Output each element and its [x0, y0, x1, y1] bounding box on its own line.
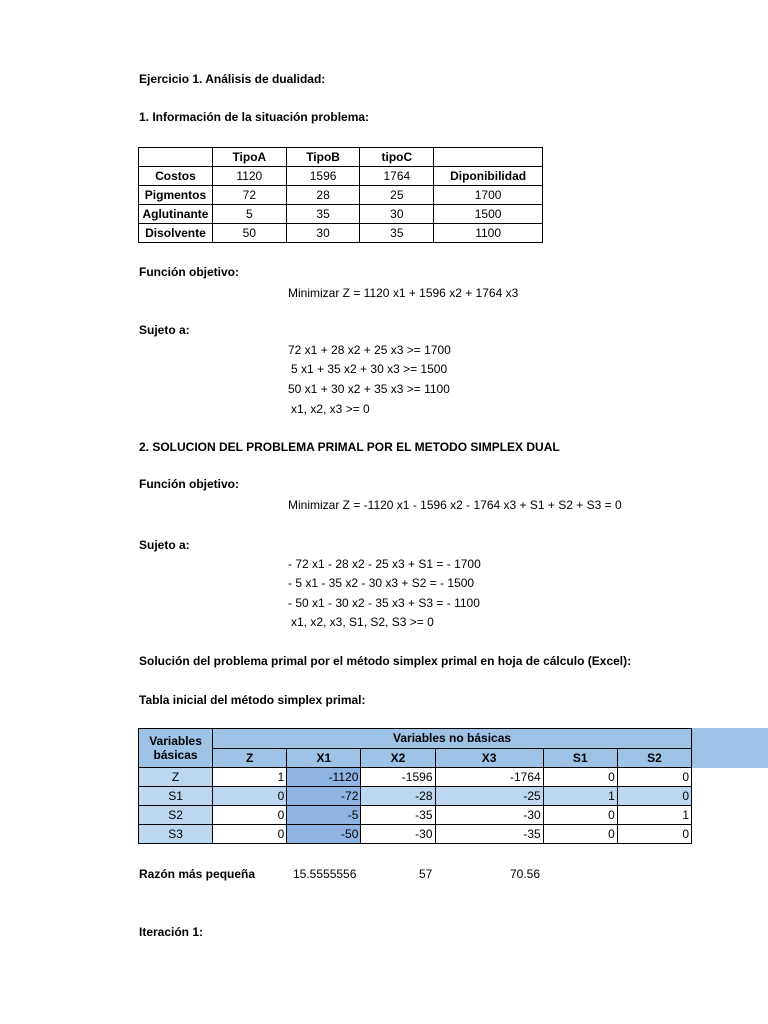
table-cell: -25	[435, 787, 543, 806]
table-header-row	[139, 148, 543, 167]
table-cell: -50	[287, 825, 361, 844]
table-row	[139, 825, 692, 844]
table-cell: 0	[617, 787, 691, 806]
table-cell: -30	[361, 825, 435, 844]
table-header-cell: tipoC	[360, 148, 434, 167]
column-header: S1	[543, 748, 617, 768]
table-cell: 35	[286, 205, 360, 224]
table-cell: Diponibilidad	[434, 167, 543, 186]
table-cell: 30	[286, 224, 360, 243]
table-cell: 0	[213, 787, 287, 806]
table-cell: 0	[213, 806, 287, 825]
initial-table-heading: Tabla inicial del método simplex primal:	[139, 693, 366, 707]
column-header: X1	[287, 748, 361, 768]
row-label: S1	[139, 787, 213, 806]
constraint-line: 50 x1 + 30 x2 + 35 x3 >= 1100	[288, 382, 450, 396]
table-cell: 1700	[434, 186, 543, 205]
ratio-value: 15.5555556	[293, 867, 357, 881]
table-cell: -1120	[287, 768, 361, 787]
basic-variables-header: Variables básicas	[139, 729, 213, 768]
table-cell: -1596	[361, 768, 435, 787]
column-header: Z	[213, 748, 287, 768]
objective-function-expression: Minimizar Z = -1120 x1 - 1596 x2 - 1764 x3 + S1 + S2 + S3 = 0	[288, 498, 622, 512]
table-cell: 25	[360, 186, 434, 205]
constraint-line: - 50 x1 - 30 x2 - 35 x3 + S3 = - 1100	[288, 596, 480, 610]
table-cell: 50	[212, 224, 286, 243]
table-cell: -30	[435, 806, 543, 825]
table-cell: 0	[617, 825, 691, 844]
table-cell: -28	[361, 787, 435, 806]
table-cell: 0	[617, 768, 691, 787]
table-header-row	[139, 729, 692, 749]
row-label: Pigmentos	[139, 186, 213, 205]
column-header: X3	[435, 748, 543, 768]
row-label: Aglutinante	[139, 205, 213, 224]
simplex-table	[138, 728, 692, 844]
table-header-cell: TipoA	[212, 148, 286, 167]
objective-function-label: Función objetivo:	[139, 265, 239, 279]
table-cell: 1764	[360, 167, 434, 186]
constraint-line: - 72 x1 - 28 x2 - 25 x3 + S1 = - 1700	[288, 557, 481, 571]
table-cell: 1	[617, 806, 691, 825]
table-cell: 72	[212, 186, 286, 205]
table-header-cell: TipoB	[286, 148, 360, 167]
header-fill-extension	[691, 728, 768, 768]
table-row	[139, 806, 692, 825]
constraint-line: - 5 x1 - 35 x2 - 30 x3 + S2 = - 1500	[288, 576, 475, 590]
constraint-line: x1, x2, x3, S1, S2, S3 >= 0	[291, 615, 434, 629]
table-cell: -35	[361, 806, 435, 825]
table-cell: 1	[213, 768, 287, 787]
ratio-value: 70.56	[510, 867, 541, 881]
table-cell: 1596	[286, 167, 360, 186]
table-row	[139, 186, 543, 205]
row-label: Z	[139, 768, 213, 787]
table-row	[139, 768, 692, 787]
table-cell: 1120	[212, 167, 286, 186]
subject-to-label: Sujeto a:	[139, 323, 190, 337]
table-cell: 0	[543, 825, 617, 844]
exercise-title: Ejercicio 1. Análisis de dualidad:	[139, 72, 326, 86]
table-cell: 0	[543, 806, 617, 825]
constraint-line: x1, x2, x3 >= 0	[291, 402, 370, 416]
table-header-cell	[434, 148, 543, 167]
row-label: Costos	[139, 167, 213, 186]
objective-function-expression: Minimizar Z = 1120 x1 + 1596 x2 + 1764 x3	[288, 286, 519, 300]
section-2-heading: 2. SOLUCION DEL PROBLEMA PRIMAL POR EL METODO SIMPLEX DUAL	[139, 440, 560, 454]
row-label: Disolvente	[139, 224, 213, 243]
objective-function-label: Función objetivo:	[139, 477, 239, 491]
table-cell: -35	[435, 825, 543, 844]
table-cell: 28	[286, 186, 360, 205]
table-row	[139, 224, 543, 243]
table-cell: 1500	[434, 205, 543, 224]
table-row	[139, 167, 543, 186]
table-cell: 1100	[434, 224, 543, 243]
subject-to-label: Sujeto a:	[139, 538, 190, 552]
section-1-heading: 1. Información de la situación problema:	[139, 110, 370, 124]
table-header-cell	[139, 148, 213, 167]
table-row	[139, 787, 692, 806]
row-label: S3	[139, 825, 213, 844]
column-header: S2	[617, 748, 691, 768]
table-cell: 30	[360, 205, 434, 224]
table-cell: 0	[213, 825, 287, 844]
table-cell: 5	[212, 205, 286, 224]
column-header: X2	[361, 748, 435, 768]
constraint-line: 72 x1 + 28 x2 + 25 x3 >= 1700	[288, 343, 451, 357]
iteration-heading: Iteración 1:	[139, 925, 204, 939]
table-cell: -72	[287, 787, 361, 806]
nonbasic-variables-header: Variables no básicas	[213, 729, 692, 749]
table-cell: 1	[543, 787, 617, 806]
ratio-value: 57	[419, 867, 433, 881]
solution-heading: Solución del problema primal por el método simplex primal en hoja de cálculo (Excel):	[139, 654, 632, 668]
table-header-row	[139, 748, 692, 768]
table-row	[139, 205, 543, 224]
constraint-line: 5 x1 + 35 x2 + 30 x3 >= 1500	[291, 362, 448, 376]
problem-data-table	[138, 147, 543, 243]
table-cell: -1764	[435, 768, 543, 787]
smallest-ratio-label: Razón más pequeña	[139, 867, 256, 881]
table-cell: -5	[287, 806, 361, 825]
row-label: S2	[139, 806, 213, 825]
table-cell: 35	[360, 224, 434, 243]
table-cell: 0	[543, 768, 617, 787]
